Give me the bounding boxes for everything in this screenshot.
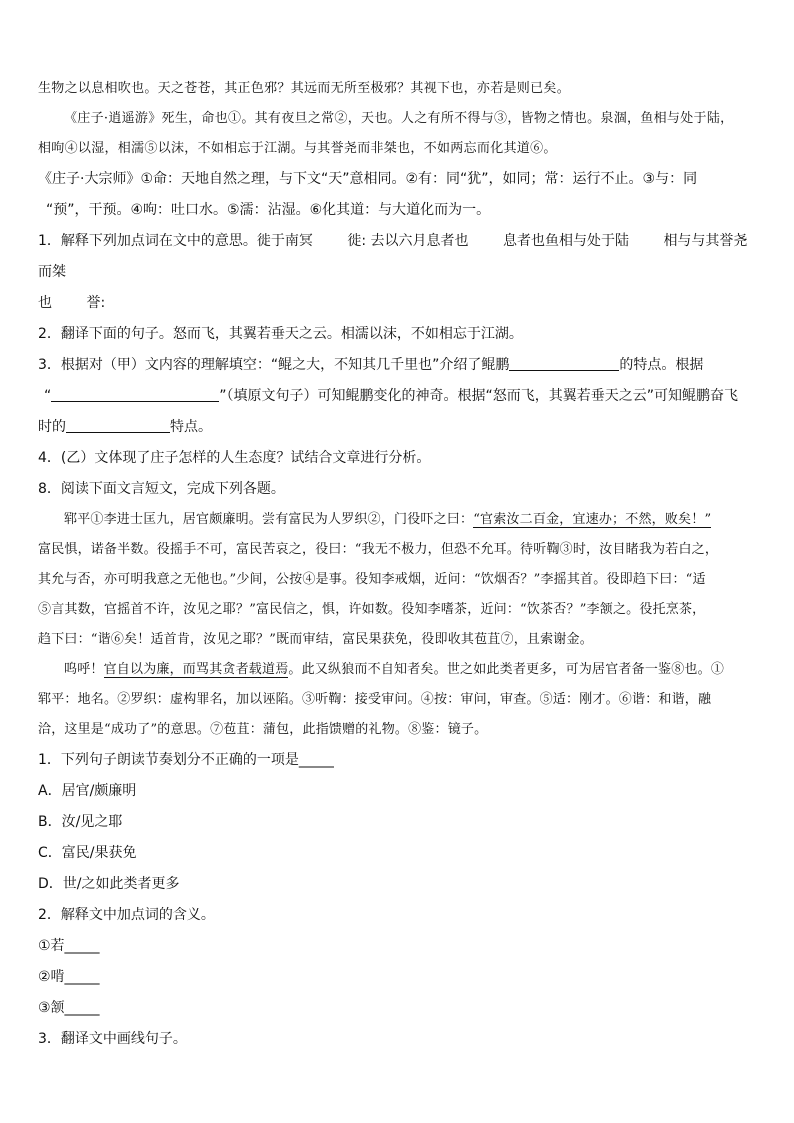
word-item-3: ③颔_____ — [38, 1000, 100, 1016]
answer-blank[interactable] — [509, 355, 619, 371]
story-line-4: ⑤言其数，官摇首不许，汝见之耶？”富民信之，惧，许如数。役知李嗜茶，近问：“饮茶否？”李颔之。役托烹茶， — [38, 602, 706, 617]
question-3-text-d: 时的 — [38, 419, 66, 435]
answer-blank[interactable] — [66, 417, 170, 433]
story-line-3: 其允与否，亦可明我意之无他也。”少间，公按④是事。役知李戒烟，近问：“饮烟否？”李摇其首。役即趋下曰：“适 — [38, 572, 706, 587]
sub-question-2: 2．解释文中加点词的含义。 — [38, 907, 215, 923]
story-line-5: 趋下曰：“谐⑥矣！适首肯，汝见之耶？”既而审结，富民果获免，役即收其苞苴⑦，且索谢金。 — [38, 632, 593, 647]
question-1-item-3: 息者也鱼相与处于陆 — [502, 233, 629, 249]
question-1-line2-text: 也 — [38, 295, 52, 311]
story-line-6-text-a: 呜呼！ — [64, 662, 104, 677]
story-line-6 — [38, 655, 754, 685]
passage-b-line-1: 《庄子·逍遥游》死生，命也①。其有夜旦之常②，天也。人之有所不得与③，皆物之情也。泉涸，鱼相与处于陆， — [64, 111, 734, 126]
question-3-text-a: 3．根据对（甲）文内容的理解填空：“鲲之大，不知其几千里也”介绍了鲲鹏 — [38, 357, 510, 373]
question-1-item-4: 相与与其誉尧而桀 — [38, 233, 748, 280]
question-3-line-3 — [38, 412, 754, 443]
notes-b-line-2: “预”，干预。④呴：吐口水。⑤濡：沾湿。⑥化其道：与大道化而为一。 — [46, 202, 491, 218]
option-a: A．居官/颇廉明 — [38, 783, 137, 799]
question-1 — [38, 226, 754, 288]
word-item-2: ②啃_____ — [38, 969, 100, 985]
sub-question-1: 1．下列句子朗读节奏划分不正确的一项是_____ — [38, 752, 334, 768]
question-1-prompt: 1．解释下列加点词在文中的意思。徙于南冥 — [38, 233, 313, 249]
question-8: 8．阅读下面文言短文，完成下列各题。 — [38, 481, 285, 497]
underlined-sentence: 官自以为廉，而骂其贪者载道焉 — [103, 662, 289, 677]
passage-yi-tail: 生物之以息相吹也。天之苍苍，其正色邪？其远而无所至极邪？其视下也，亦若是则已矣。 — [38, 81, 571, 96]
word-item-1: ①若_____ — [38, 938, 100, 954]
question-2: 2．翻译下面的句子。怒而飞，其翼若垂天之云。相濡以沫，不如相忘于江湖。 — [38, 326, 523, 342]
option-c: C．富民/果获免 — [38, 845, 137, 861]
question-3-text-b: 的特点。根据 — [619, 357, 704, 373]
question-3-line-1 — [38, 350, 754, 381]
option-b: B．汝/见之耶 — [38, 814, 123, 830]
story-notes-line-1: 郓平：地名。②罗织：虚构罪名，加以诬陷。③听鞫：接受审问。④按：审问，审查。⑤适：刚才。⑥谐：和谐，融 — [38, 692, 712, 707]
passage-b-line-2: 相呴④以湿，相濡⑤以沫，不如相忘于江湖。与其誉尧而非桀也，不如两忘而化其道⑥。 — [38, 141, 557, 156]
underlined-sentence: “官索汝二百金，宜速办；不然，败矣！” — [473, 512, 712, 527]
story-line-2: 富民惧，诺备半数。役摇手不可，富民苦哀之，役曰：“我无不极力，但恐不允耳。待听鞫③时，汝目睹我为若白之， — [38, 542, 719, 557]
question-1-item-2: 徙: 去以六月息者也 — [347, 233, 469, 249]
answer-blank[interactable] — [51, 386, 219, 402]
option-d: D．世/之如此类者更多 — [38, 876, 180, 892]
story-notes-line-2: 洽，这里是“成功了”的意思。⑦苞苴：蒲包，此指馈赠的礼物。⑧鉴：镜子。 — [38, 722, 488, 737]
story-line-6-text-c: 。此又纵狼而不自知者矣。世之如此类者更多，可为居官者备一鉴⑧也。① — [288, 662, 725, 677]
question-3-open-quote: “ — [44, 388, 52, 404]
question-3-text-e: 特点。 — [170, 419, 212, 435]
question-1-item-5: 誉: — [86, 295, 106, 311]
story-line-1 — [38, 505, 754, 535]
question-3-text-c: ”（填原文句子）可知鲲鹏变化的神奇。根据“怒而飞，其翼若垂天之云”可知鲲鹏奋飞 — [219, 388, 739, 404]
sub-question-3: 3．翻译文中画线句子。 — [38, 1031, 187, 1047]
story-line-1-text: 郓平①李进士匡九，居官颇廉明。尝有富民为人罗织②，门役吓之曰： — [64, 512, 474, 527]
question-4: 4．(乙）文体现了庄子怎样的人生态度？试结合文章进行分析。 — [38, 450, 431, 466]
question-1-continued — [38, 288, 754, 319]
question-3-line-2 — [38, 381, 754, 412]
notes-b-line-1: 《庄子·大宗师》①命：天地自然之理，与下文“天”意相同。②有：同“犹”，如同；常：运行不止。③与：同 — [38, 171, 698, 187]
